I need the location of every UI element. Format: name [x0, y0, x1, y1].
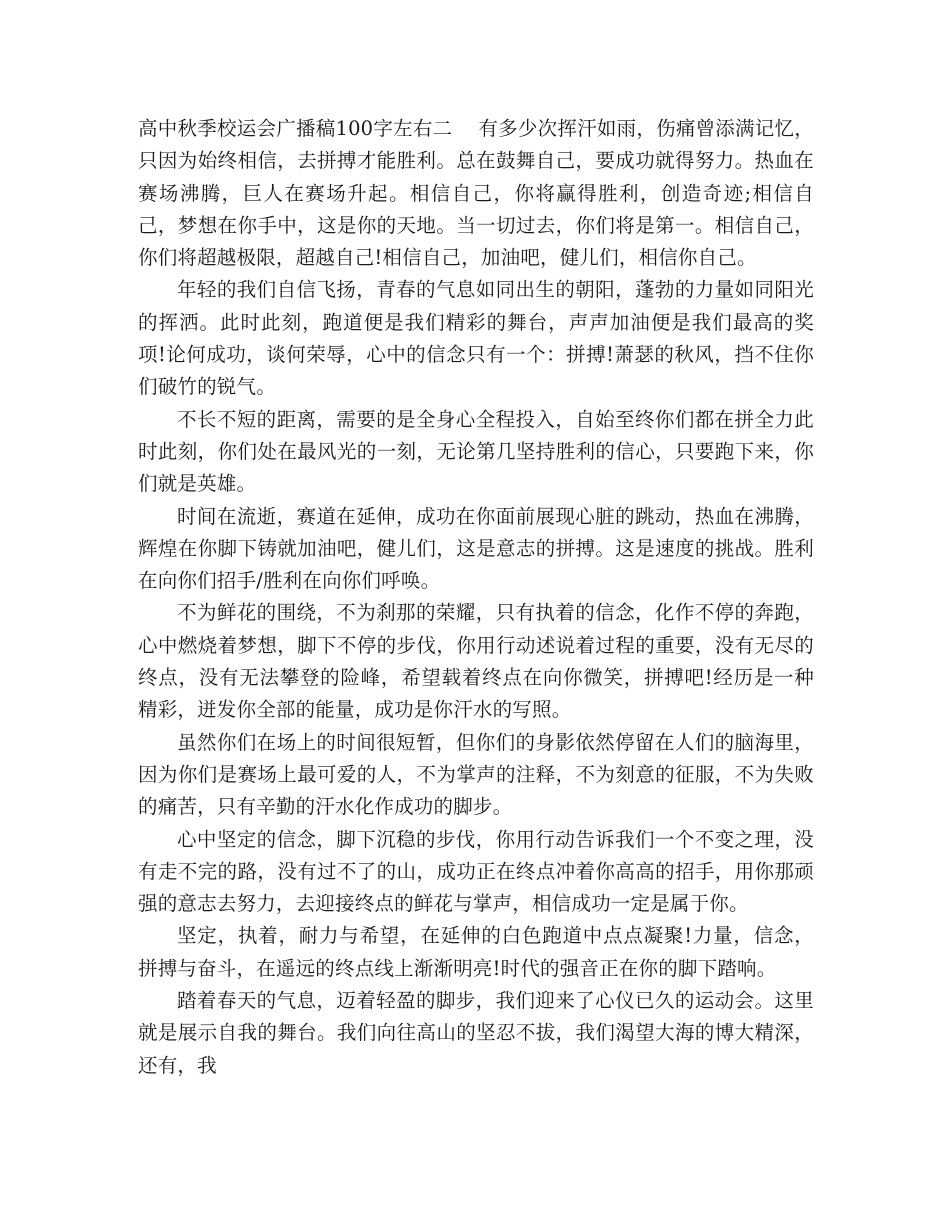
first-paragraph	[138, 113, 814, 274]
paragraph: 不长不短的距离，需要的是全身心全程投入，自始至终你们都在拼全力此时此刻，你们处在最风光的一刻，无论第几坚持胜利的信心，只要跑下来，你们就是英雄。	[138, 407, 814, 496]
paragraph-text: 有多少次挥汗如雨，伤痛曾添满记忆，只因为始终相信，去拼搏才能胜利。总在鼓舞自己，要成功就得努力。热血在赛场沸腾，巨人在赛场升起。相信自己，你将赢得胜利，创造奇迹;相信自己，梦想在你手中，这是你的天地。当一切过去，你们将是第一。相信自己，你们将超越极限，超越自己!相信自己，加油吧，健儿们，相信你自己。	[138, 117, 815, 270]
paragraph: 年轻的我们自信飞扬，青春的气息如同出生的朝阳，蓬勃的力量如同阳光的挥洒。此时此刻，跑道便是我们精彩的舞台，声声加油便是我们最高的奖项!论何成功，谈何荣辱，心中的信念只有一个：拼搏!萧瑟的秋风，挡不住你们破竹的锐气。	[138, 278, 814, 399]
paragraph: 坚定，执着，耐力与希望，在延伸的白色跑道中点点凝聚!力量，信念，拼搏与奋斗，在遥远的终点线上渐渐明亮!时代的强音正在你的脚下踏响。	[138, 924, 814, 980]
paragraph: 时间在流逝，赛道在延伸，成功在你面前展现心脏的跳动，热血在沸腾，辉煌在你脚下铸就加油吧，健儿们，这是意志的拼搏。这是速度的挑战。胜利在向你们招手/胜利在向你们呼唤。	[138, 504, 814, 593]
paragraph: 心中坚定的信念，脚下沉稳的步伐，你用行动告诉我们一个不变之理，没有走不完的路，没有过不了的山，成功正在终点冲着你高高的招手，用你那顽强的意志去努力，去迎接终点的鲜花与掌声，相信成功一定是属于你。	[138, 827, 814, 916]
paragraph: 不为鲜花的围绕，不为刹那的荣耀，只有执着的信念，化作不停的奔跑，心中燃烧着梦想，脚下不停的步伐，你用行动述说着过程的重要，没有无尽的终点，没有无法攀登的险峰，希望载着终点在向你微笑，拼搏吧!经历是一种精彩，迸发你全部的能量，成功是你汗水的写照。	[138, 601, 814, 722]
paragraph: 踏着春天的气息，迈着轻盈的脚步，我们迎来了心仪已久的运动会。这里就是展示自我的舞台。我们向往高山的坚忍不拔，我们渴望大海的博大精深，还有，我	[138, 989, 814, 1077]
paragraph: 虽然你们在场上的时间很短暂，但你们的身影依然停留在人们的脑海里，因为你们是赛场上最可爱的人，不为掌声的注释，不为刻意的征服，不为失败的痛苦，只有辛勤的汗水化作成功的脚步。	[138, 730, 814, 819]
document-title: 高中秋季校运会广播稿100字左右二	[138, 117, 453, 140]
document-body	[138, 113, 814, 1082]
